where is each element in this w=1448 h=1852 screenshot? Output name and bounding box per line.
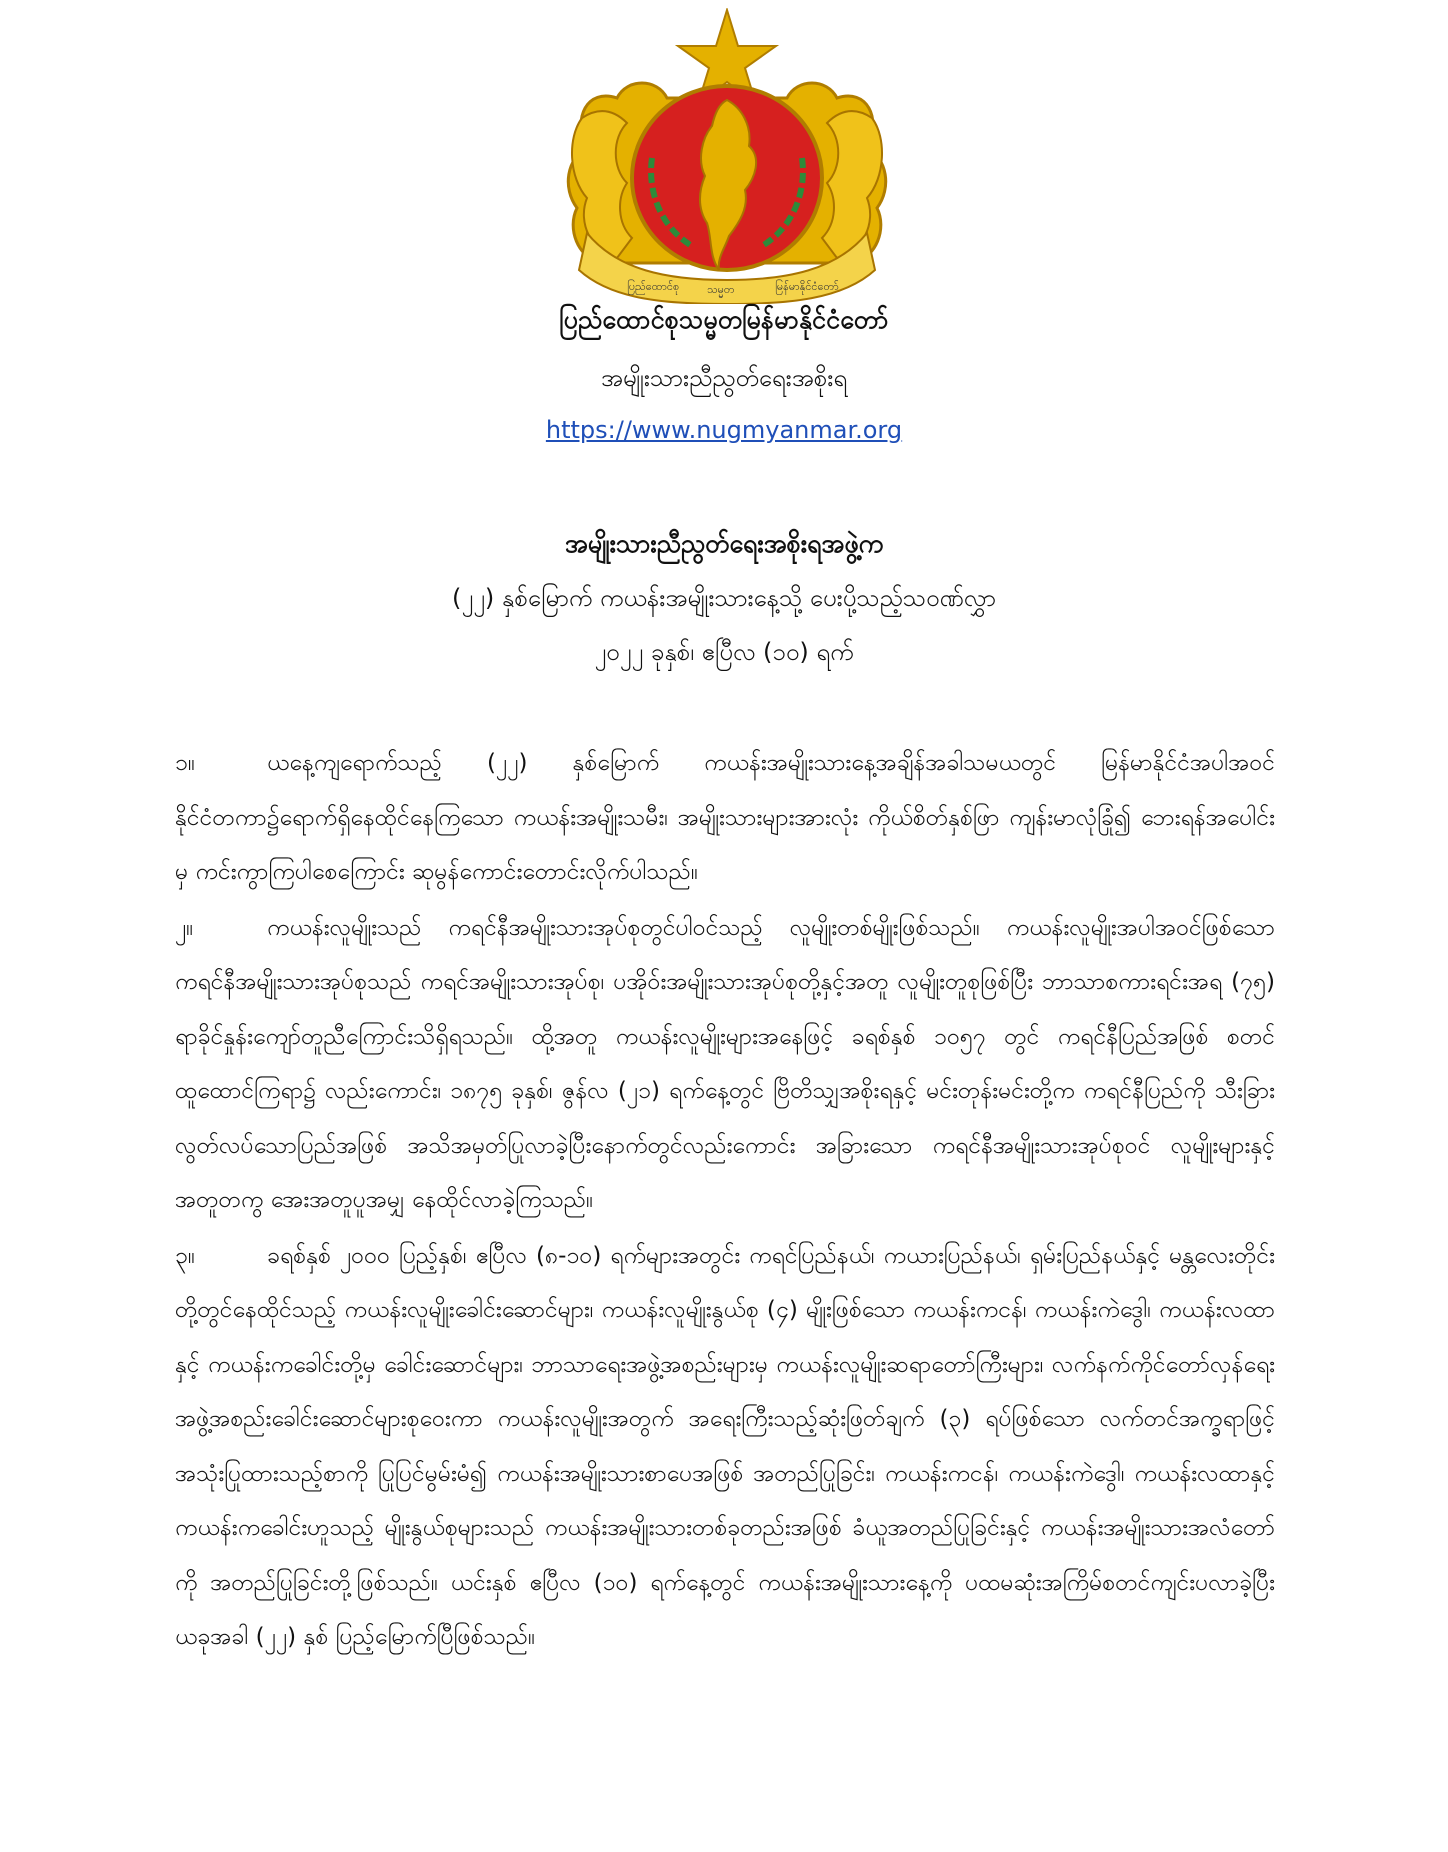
state-seal-icon (557, 8, 897, 304)
paragraph-3 (175, 1229, 1275, 1665)
org-subtitle: အမျိုးသားညီညွတ်ရေးအစိုးရ (600, 364, 848, 392)
paragraph-1 (175, 736, 1275, 900)
paragraph-2 (175, 901, 1275, 1228)
website-link-wrap (0, 416, 1448, 444)
document-subheading: (၂၂) နှစ်မြောက် ကယန်းအမျိုးသားနေ့သို့ ပေးပို့သည့်သဝဏ်လွှာ (451, 584, 997, 612)
paragraph-number: ၃။ (175, 1242, 195, 1269)
paragraph-number: ၂။ (175, 914, 194, 941)
paragraph-number: ၁။ (175, 750, 195, 776)
ribbon-text-right: မြန်မာနိုင်ငံတော် (775, 280, 839, 293)
website-link[interactable]: https://www.nugmyanmar.org (545, 416, 903, 444)
paragraph-text: ယနေ့ကျရောက်သည့် (၂၂) နှစ်မြောက် ကယန်းအမျိုးသားနေ့အချိန်အခါသမယတွင် မြန်မာနိုင်ငံအပါအဝင် နိုင်ငံတကာ၌ရောက်ရှိနေထိုင်နေကြသော ကယန်းအမျိုးသမီး၊ အမျိုးသားများအားလုံး ကိုယ်စိတ်နှစ်ဖြာ ကျန်းမာလုံခြုံ၍ ဘေးရန်အပေါင်းမှ ကင်းကွာကြပါစေကြောင်း ဆုမွန်ကောင်းတောင်းလိုက်ပါသည်။ (175, 750, 1275, 885)
org-title: ပြည်ထောင်စုသမ္မတမြန်မာနိုင်ငံတော် (559, 305, 889, 334)
document-heading: အမျိုးသားညီညွတ်ရေးအစိုးရအဖွဲ့က (564, 529, 884, 558)
paragraph-text: ကယန်းလူမျိုးသည် ကရင်နီအမျိုးသားအုပ်စုတွင်ပါဝင်သည့် လူမျိုးတစ်မျိုးဖြစ်သည်။ ကယန်းလူမျိုးအပါအဝင်ဖြစ်သော ကရင်နီအမျိုးသားအုပ်စုသည် ကရင်အမျိုးသားအုပ်စု၊ ပအိုဝ်းအမျိုးသားအုပ်စုတို့နှင့်အတူ လူမျိုးတူစုဖြစ်ပြီး ဘာသာစကားရင်းအရ (၇၅) ရာခိုင်နှုန်းကျော်တူညီကြောင်းသိရှိရသည်။ ထို့အတူ ကယန်းလူမျိုးများအနေဖြင့် ခရစ်နှစ် ၁၀၅၇ တွင် ကရင်နီပြည်အဖြစ် စတင်ထူထောင်ကြရာ၌ လည်းကောင်း၊ ၁၈၇၅ ခုနှစ်၊ ဇွန်လ (၂၁) ရက်နေ့တွင် ဗြိတိသျှအစိုးရနှင့် မင်းတုန်းမင်းတို့က ကရင်နီပြည်ကို သီးခြားလွတ်လပ်သောပြည်အဖြစ် အသိအမှတ်ပြုလာခဲ့ပြီးနောက်တွင်လည်းကောင်း အခြားသော ကရင်နီအမျိုးသားအုပ်စုဝင် လူမျိုးများနှင့်အတူတကွ အေးအတူပူအမျှ နေထိုင်လာခဲ့ကြသည်။ (175, 914, 1275, 1213)
document-date: ၂၀၂၂ ခုနှစ်၊ ဧပြီလ (၁၀) ရက် (594, 638, 854, 666)
paragraph-text: ခရစ်နှစ် ၂၀၀၀ ပြည့်နှစ်၊ ဧပြီလ (၈-၁၀) ရက်များအတွင်း ကရင်ပြည်နယ်၊ ကယားပြည်နယ်၊ ရှမ်းပြည်နယ်နှင့် မန္တလေးတိုင်းတို့တွင်နေထိုင်သည့် ကယန်းလူမျိုးခေါင်းဆောင်များ၊ ကယန်းလူမျိုးနွယ်စု (၄) မျိုးဖြစ်သော ကယန်းကငန်၊ ကယန်းကဲဒွေါ၊ ကယန်းလထာနှင့် ကယန်းကခေါင်းတို့မှ ခေါင်းဆောင်များ၊ ဘာသာရေးအဖွဲ့အစည်းများမှ ကယန်းလူမျိုးဆရာတော်ကြီးများ၊ လက်နက်ကိုင်တော်လှန်ရေးအဖွဲ့အစည်းခေါင်းဆောင်များစုဝေးကာ ကယန်းလူမျိုးအတွက် အရေးကြီးသည့်ဆုံးဖြတ်ချက် (၃) ရပ်ဖြစ်သော လက်တင်အက္ခရာဖြင့်အသုံးပြုထားသည့်စာကို ပြုပြင်မွမ်းမံ၍ ကယန်းအမျိုးသားစာပေအဖြစ် အတည်ပြုခြင်း၊ ကယန်းကငန်၊ ကယန်းကဲဒွေါ၊ ကယန်းလထာနှင့် ကယန်းကခေါင်းဟူသည့် မျိုးနွယ်စုများသည် ကယန်းအမျိုးသားတစ်ခုတည်းအဖြစ် ခံယူအတည်ပြုခြင်းနှင့် ကယန်းအမျိုးသားအလံတော်ကို အတည်ပြုခြင်းတို့ဖြစ်သည်။ ယင်းနှစ် ဧပြီလ (၁၀) ရက်နေ့တွင် ကယန်းအမျိုးသားနေ့ကို ပထမဆုံးအကြိမ်စတင်ကျင်းပလာခဲ့ပြီး ယခုအခါ (၂၂) နှစ် ပြည့်မြောက်ပြီဖြစ်သည်။ (175, 1242, 1275, 1650)
ribbon-text-center: သမ္မတ (707, 283, 735, 296)
letter-body (175, 736, 1275, 1665)
ribbon-text-left: ပြည်ထောင်စု (627, 280, 680, 293)
